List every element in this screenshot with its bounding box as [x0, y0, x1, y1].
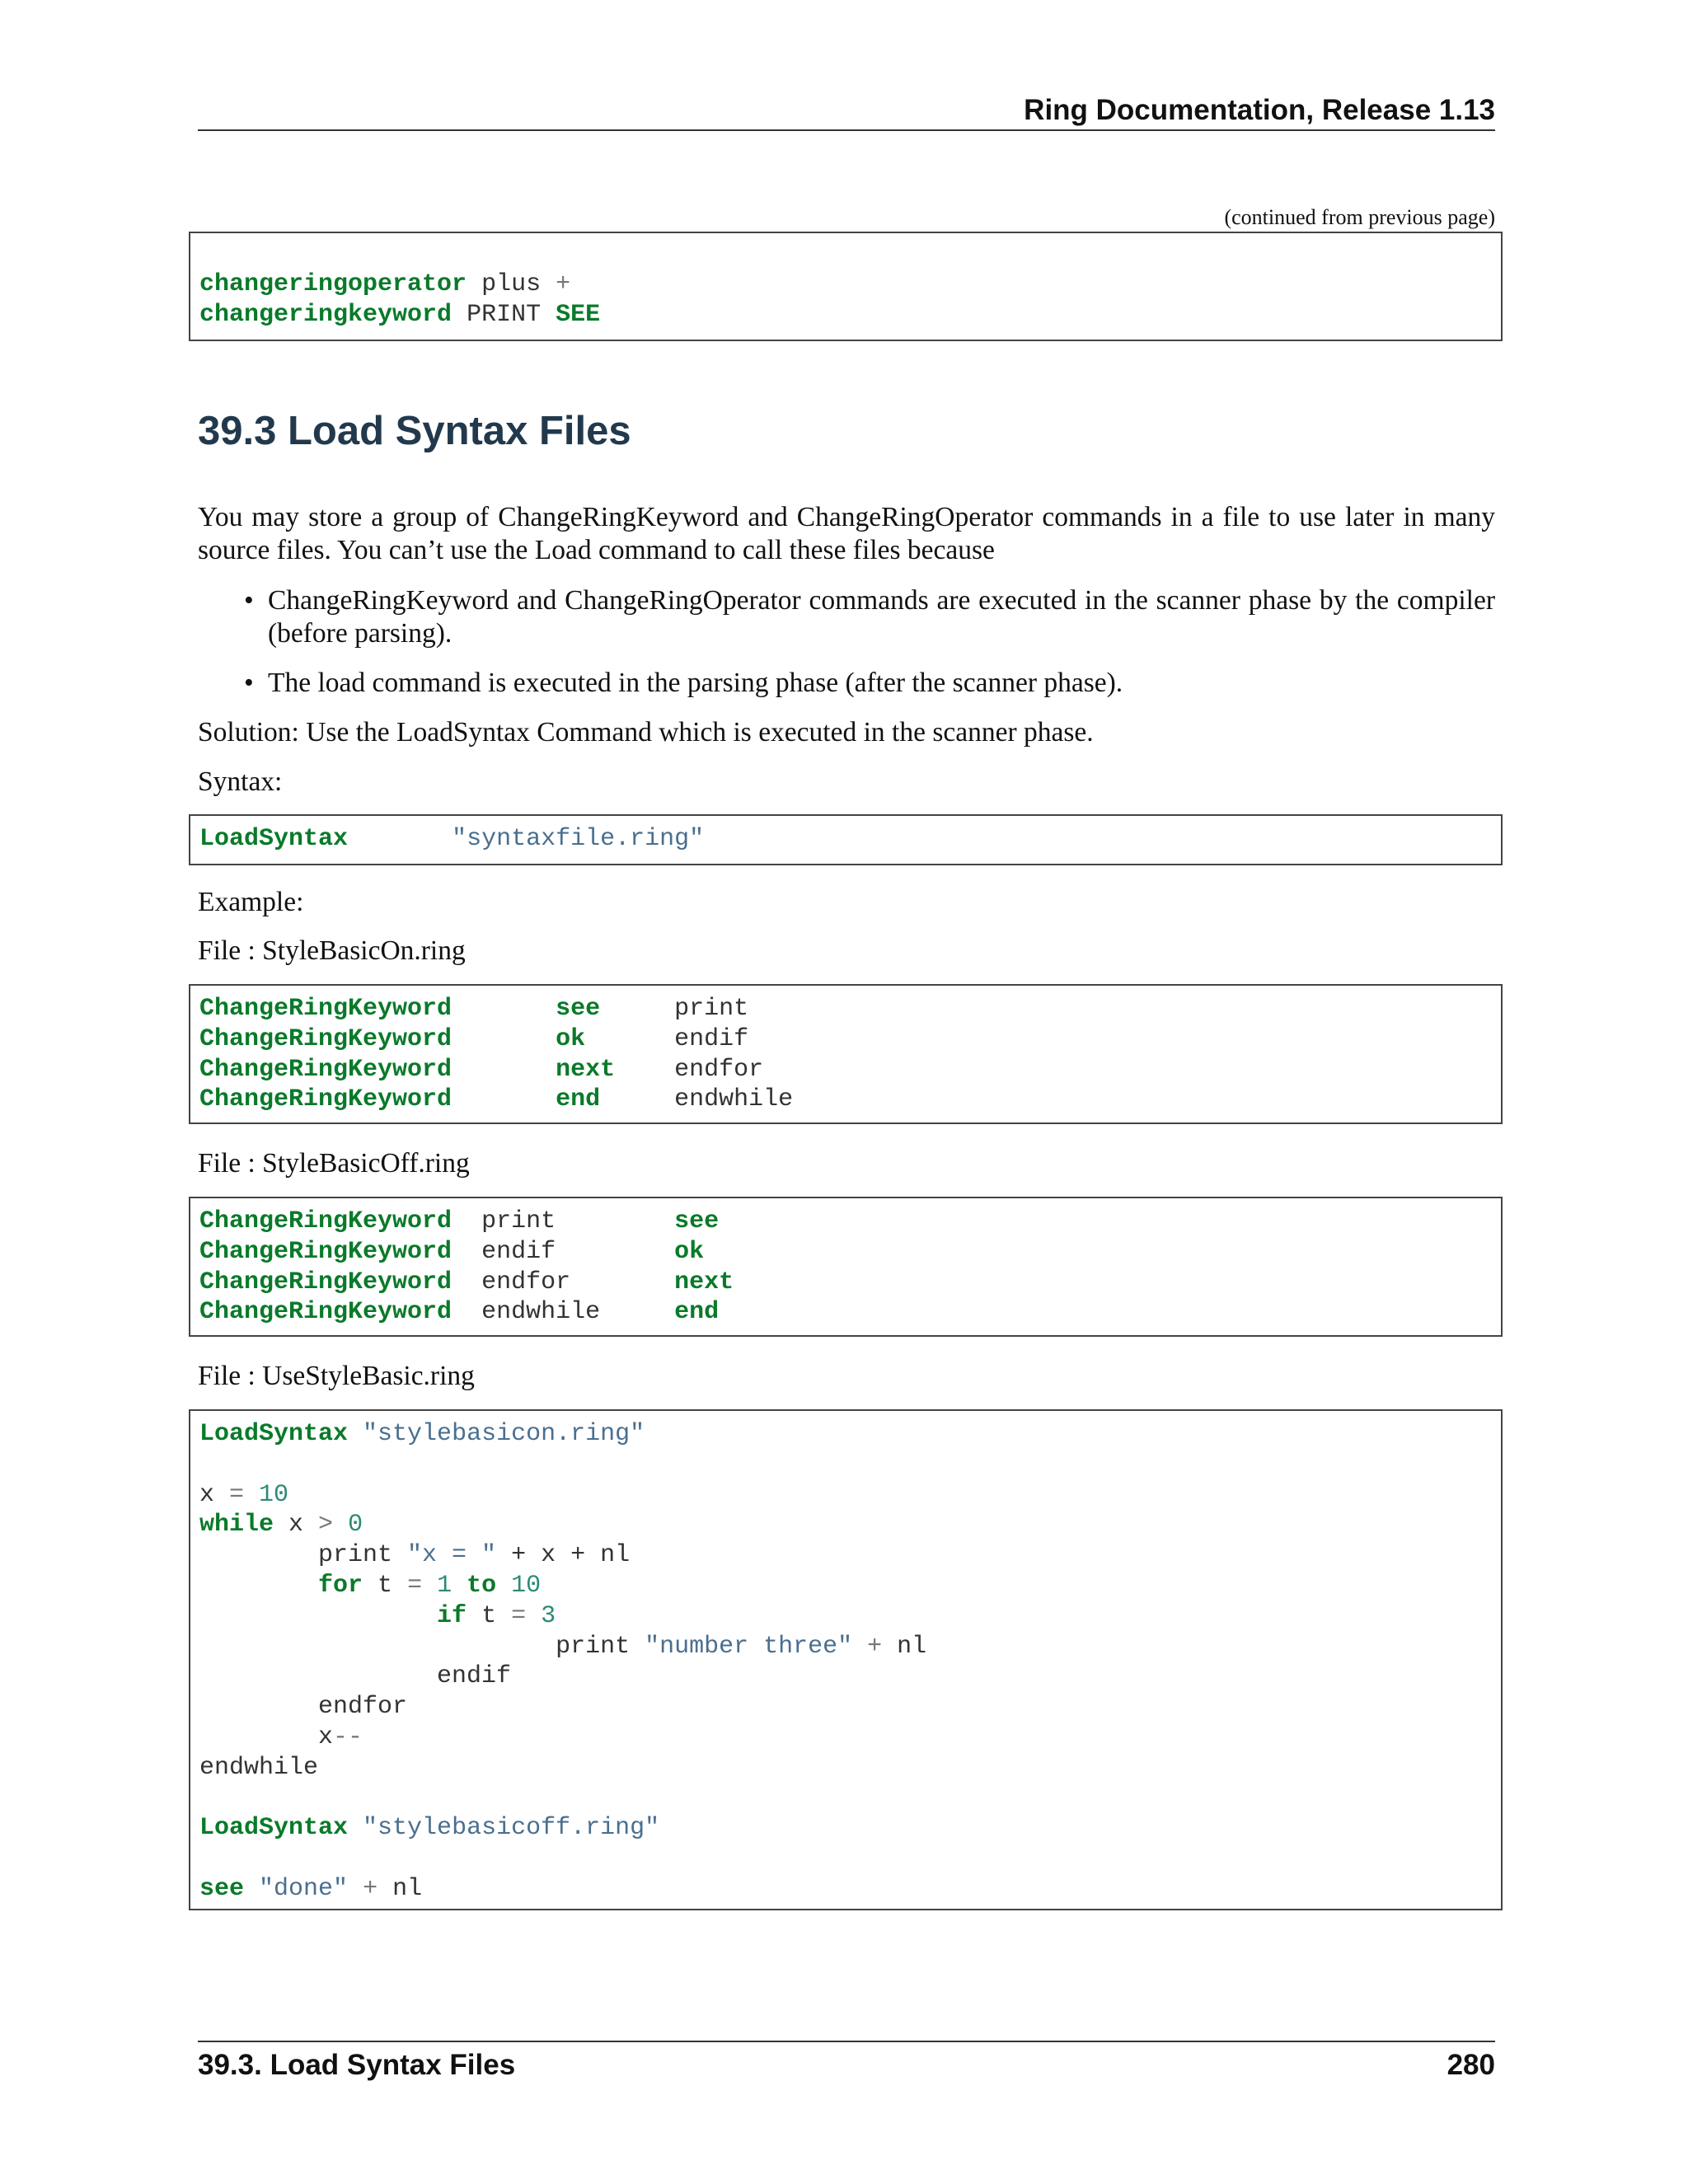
code-content	[199, 994, 793, 1115]
code-token: =	[229, 1480, 245, 1509]
code-token: =	[511, 1601, 527, 1630]
syntax-label: Syntax:	[198, 766, 283, 797]
code-token: t	[363, 1571, 408, 1600]
file-label: File : StyleBasicOn.ring	[198, 935, 466, 966]
code-token	[348, 1420, 363, 1448]
code-token: ChangeRingKeyword	[199, 1055, 452, 1084]
code-token: +	[556, 270, 571, 298]
code-line	[199, 1055, 793, 1085]
code-line	[199, 300, 600, 330]
code-token: "stylebasicon.ring"	[363, 1420, 645, 1448]
code-token: see	[674, 1207, 720, 1235]
code-line	[199, 1419, 926, 1450]
code-line	[199, 994, 793, 1024]
code-token: endwhile	[600, 1085, 794, 1114]
code-token: endfor	[199, 1693, 408, 1722]
code-token: next	[556, 1055, 616, 1084]
code-line	[199, 1207, 734, 1237]
code-token: changeringoperator	[199, 270, 467, 298]
code-token: endif	[585, 1024, 749, 1053]
code-token: ChangeRingKeyword	[199, 995, 452, 1023]
code-line	[199, 1510, 926, 1540]
code-line	[199, 1692, 926, 1722]
code-token: x	[274, 1511, 319, 1540]
code-token: ChangeRingKeyword	[199, 1237, 452, 1266]
code-token: for	[318, 1571, 363, 1600]
code-token: 1	[437, 1571, 452, 1600]
code-line	[199, 1753, 926, 1783]
running-header: Ring Documentation, Release 1.13	[1024, 94, 1495, 126]
code-token: end	[674, 1298, 720, 1327]
code-content	[199, 824, 704, 855]
code-token: =	[407, 1571, 423, 1600]
code-token	[348, 1814, 363, 1842]
code-content	[199, 1207, 734, 1328]
code-token: nl	[882, 1632, 927, 1661]
code-token: endif	[199, 1662, 512, 1691]
code-token: t	[467, 1601, 512, 1630]
code-line	[199, 1844, 926, 1874]
code-token: 10	[511, 1571, 542, 1600]
code-token	[452, 1572, 467, 1600]
code-line	[199, 1874, 926, 1905]
code-token: >	[318, 1511, 334, 1540]
code-token: 3	[541, 1601, 556, 1630]
code-token	[333, 1511, 348, 1539]
code-token: SEE	[556, 300, 601, 329]
continued-note: (continued from previous page)	[1224, 205, 1495, 229]
code-token	[452, 995, 556, 1023]
bullet-marker: •	[244, 585, 254, 616]
code-token: ok	[556, 1024, 586, 1053]
code-token: +	[867, 1632, 883, 1661]
code-token: "x = "	[407, 1541, 497, 1570]
code-token: "number three"	[645, 1632, 853, 1661]
code-token	[422, 1572, 437, 1600]
file-label: File : StyleBasicOff.ring	[198, 1148, 470, 1179]
code-line	[199, 824, 704, 855]
code-token	[452, 1085, 556, 1113]
section-heading: 39.3 Load Syntax Files	[198, 409, 631, 453]
code-line	[199, 1571, 926, 1601]
code-token: x	[199, 1722, 334, 1751]
code-token: print	[199, 1541, 408, 1570]
code-token: to	[467, 1571, 497, 1600]
code-token: + x + nl	[496, 1541, 631, 1570]
code-token	[199, 1572, 318, 1600]
code-token: nl	[377, 1874, 423, 1903]
code-block-syntax	[189, 814, 1503, 865]
code-token	[452, 1025, 556, 1053]
code-token	[348, 1875, 363, 1903]
code-token: ChangeRingKeyword	[199, 1207, 452, 1235]
code-line	[199, 1632, 926, 1662]
code-line	[199, 1085, 793, 1115]
code-token: --	[333, 1722, 363, 1751]
code-content	[199, 269, 600, 330]
code-token	[496, 1572, 511, 1600]
code-line	[199, 1450, 926, 1480]
code-line	[199, 1024, 793, 1055]
code-token	[348, 825, 452, 853]
code-token: plus	[467, 270, 556, 298]
footer-rule	[198, 2041, 1495, 2042]
code-token	[452, 1056, 556, 1084]
code-token: ok	[674, 1237, 705, 1266]
code-token: 0	[348, 1511, 363, 1540]
code-token: endwhile	[199, 1753, 319, 1782]
code-token: print	[452, 1207, 675, 1235]
bullet-marker: •	[244, 668, 254, 698]
code-token: end	[556, 1085, 601, 1114]
code-block-continued	[189, 232, 1503, 341]
code-line	[199, 1480, 926, 1511]
code-token: see	[556, 995, 601, 1023]
bullet-item	[244, 667, 1495, 700]
bullet-text: The load command is executed in the parsing phase (after the scanner phase).	[268, 668, 1123, 698]
solution-paragraph: Solution: Use the LoadSyntax Command which is executed in the scanner phase.	[198, 717, 1094, 748]
code-token: next	[674, 1268, 734, 1296]
footer-section-title: 39.3. Load Syntax Files	[198, 2049, 516, 2081]
code-line	[199, 1813, 926, 1844]
code-line	[199, 1540, 926, 1571]
code-token: endif	[452, 1237, 675, 1266]
code-token: print	[600, 995, 749, 1023]
code-token: print	[199, 1632, 645, 1661]
file-label: File : UseStyleBasic.ring	[198, 1361, 475, 1391]
code-line	[199, 269, 600, 300]
code-token	[199, 1602, 437, 1630]
code-token: ChangeRingKeyword	[199, 1268, 452, 1296]
code-token: ChangeRingKeyword	[199, 1085, 452, 1114]
code-line	[199, 1601, 926, 1632]
code-token	[852, 1633, 867, 1661]
code-token: LoadSyntax	[199, 825, 349, 853]
bullet-item	[244, 584, 1495, 650]
code-token: endfor	[452, 1268, 675, 1296]
code-line	[199, 1661, 926, 1692]
code-block-stylebasicoff	[189, 1197, 1503, 1337]
page-number: 280	[1447, 2049, 1495, 2081]
bullet-text: ChangeRingKeyword and ChangeRingOperator commands are executed in the scanner phase by the compiler (before parsing).	[268, 585, 1495, 649]
code-token: x	[199, 1480, 230, 1509]
code-token: "done"	[259, 1874, 349, 1903]
code-line	[199, 1297, 734, 1328]
code-token: see	[199, 1874, 245, 1903]
code-token: "syntaxfile.ring"	[452, 825, 705, 853]
code-token: LoadSyntax	[199, 1814, 349, 1843]
code-token	[244, 1481, 259, 1509]
intro-paragraph: You may store a group of ChangeRingKeyword and ChangeRingOperator commands in a file to use later in many source files. You can’t use the Load command to call these files because	[198, 502, 1495, 565]
code-line	[199, 1237, 734, 1268]
code-token: endwhile	[452, 1298, 675, 1327]
code-token: ChangeRingKeyword	[199, 1298, 452, 1327]
example-label: Example:	[198, 887, 304, 917]
code-token: endfor	[615, 1055, 764, 1084]
code-token: ChangeRingKeyword	[199, 1024, 452, 1053]
code-line	[199, 1268, 734, 1298]
code-token: 10	[259, 1480, 289, 1509]
code-token: changeringkeyword	[199, 300, 452, 329]
code-block-usestylebasic	[189, 1409, 1503, 1910]
header-rule	[198, 129, 1495, 131]
code-token: LoadSyntax	[199, 1420, 349, 1448]
code-token: while	[199, 1511, 274, 1540]
code-token: if	[437, 1601, 467, 1630]
code-token: PRINT	[452, 300, 556, 329]
code-block-stylebasicon	[189, 984, 1503, 1124]
code-line	[199, 1783, 926, 1814]
code-token	[244, 1875, 259, 1903]
code-token: +	[363, 1874, 378, 1903]
code-token: "stylebasicoff.ring"	[363, 1814, 660, 1843]
code-line	[199, 1722, 926, 1753]
code-content	[199, 1419, 926, 1905]
code-token	[526, 1602, 541, 1630]
